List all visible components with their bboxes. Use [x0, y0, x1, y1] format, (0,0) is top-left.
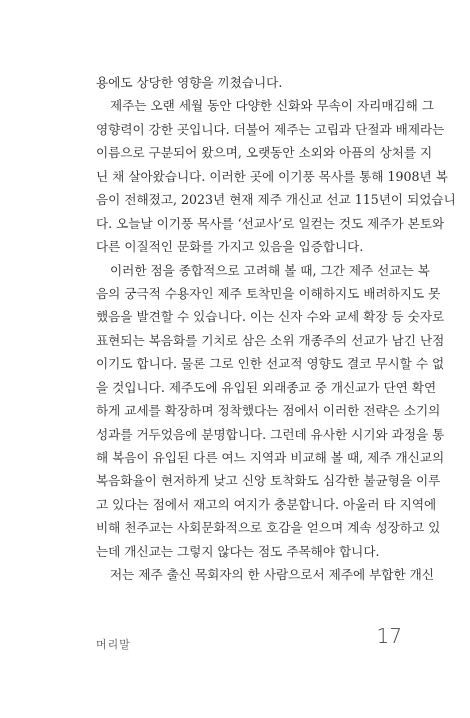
page-number: 17	[376, 624, 402, 648]
text-line: 저는 제주 출신 목회자의 한 사람으로서 제주에 부합한 개신	[110, 567, 434, 583]
text-line: 해 복음이 유입된 다른 여느 지역과 비교해 볼 때, 제주 개신교의	[96, 450, 445, 465]
text-line: 이기도 합니다. 물론 그로 인한 선교적 영향도 결코 무시할 수 없	[96, 356, 445, 372]
text-line: 을 것입니다. 제주도에 유입된 외래종교 중 개신교가 단연 확연	[96, 379, 437, 395]
text-line: 이러한 점을 종합적으로 고려해 볼 때, 그간 제주 선교는 복	[110, 262, 430, 278]
running-footer-title: 머리말	[96, 638, 131, 651]
text-line: 용에도 상당한 영향을 끼쳤습니다.	[96, 75, 283, 90]
text-line: 음의 궁극적 수용자인 제주 토착민을 이해하지도 배려하지도 못	[96, 285, 441, 301]
text-line: 음이 전해졌고, 2023년 현재 제주 개신교 선교 115년이 되었습니	[96, 192, 456, 208]
text-line: 영향력이 강한 곳입니다. 더불어 제주는 고립과 단절과 배제라는	[96, 121, 445, 137]
text-line: 다. 오늘날 이기풍 목사를 ‘선교사’로 일컫는 것도 제주가 본토와	[96, 215, 445, 231]
text-line: 했음을 발견할 수 있습니다. 이는 신자 수와 교세 확장 등 숫자로	[96, 309, 445, 325]
text-line: 비해 천주교는 사회문화적으로 호감을 얻으며 계속 성장하고 있	[96, 520, 441, 536]
body-text	[96, 71, 456, 587]
text-line: 다른 이질적인 문화를 가지고 있음을 입증합니다.	[96, 239, 364, 255]
text-line: 성과를 거두었음에 분명합니다. 그런데 유사한 시기와 과정을 통	[96, 426, 445, 442]
text-line: 하게 교세를 확장하며 정착했다는 점에서 이러한 전략은 소기의	[96, 403, 441, 419]
text-line: 는데 개신교는 그렇지 않다는 점도 주목해야 합니다.	[96, 543, 380, 559]
text-line: 표현되는 복음화를 기치로 삼은 소위 개종주의 선교가 남긴 난점	[96, 332, 445, 348]
text-line: 복음화율이 현저하게 낮고 신앙 토착화도 심각한 불균형을 이루	[96, 473, 441, 489]
text-line: 이름으로 구분되어 왔으며, 오랫동안 소외와 아픔의 상처를 지	[96, 145, 433, 161]
text-line: 제주는 오랜 세월 동안 다양한 신화와 무속이 자리매김해 그	[110, 98, 434, 114]
text-line: 고 있다는 점에서 재고의 여지가 충분합니다. 아울러 타 지역에	[96, 496, 437, 512]
text-line: 닌 채 살아왔습니다. 이러한 곳에 이기풍 목사를 통해 1908년 복	[96, 168, 448, 184]
